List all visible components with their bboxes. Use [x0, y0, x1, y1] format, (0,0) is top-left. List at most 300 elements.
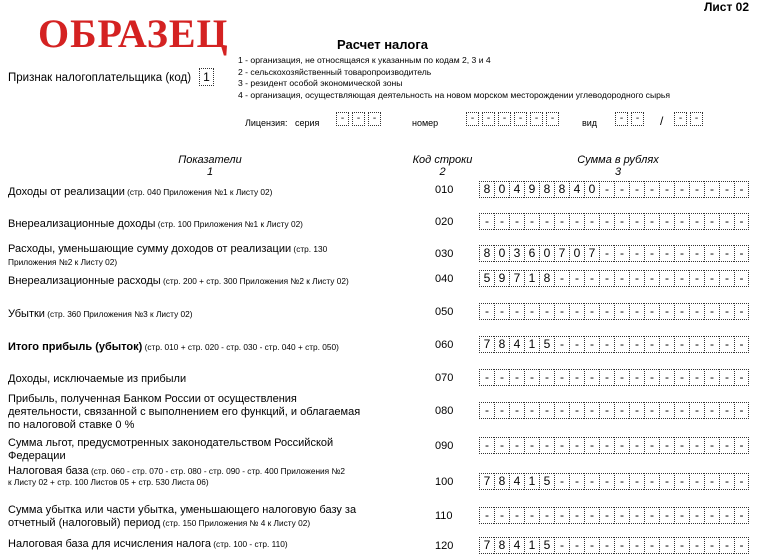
- row-title: Расходы, уменьшающие сумму доходов от реализации: [8, 243, 292, 255]
- amount-cell[interactable]: 5: [539, 473, 554, 490]
- amount-cell[interactable]: -: [644, 245, 659, 262]
- license-number-field[interactable]: [466, 112, 562, 130]
- amount-cell[interactable]: -: [659, 270, 674, 287]
- amount-cell[interactable]: 8: [494, 473, 509, 490]
- amount-cell[interactable]: -: [554, 507, 569, 524]
- amount-cell[interactable]: -: [554, 270, 569, 287]
- amount-cell[interactable]: 8: [554, 181, 569, 198]
- amount-cell[interactable]: -: [719, 437, 734, 454]
- row-label: [8, 437, 368, 463]
- amount-cell[interactable]: -: [599, 369, 614, 386]
- row-note: Приложения №2 к Листу 02): [8, 257, 118, 267]
- amount-cell[interactable]: -: [719, 336, 734, 353]
- row-label: [8, 538, 368, 551]
- amount-cell[interactable]: -: [629, 473, 644, 490]
- row-code: 010: [435, 184, 454, 196]
- amount-cell[interactable]: -: [644, 369, 659, 386]
- license-series-label: серия: [295, 118, 320, 128]
- amount-cell[interactable]: -: [614, 402, 629, 419]
- amount-cell[interactable]: -: [704, 213, 719, 230]
- amount-cell[interactable]: -: [674, 181, 689, 198]
- row-amount-field[interactable]: [479, 402, 749, 420]
- row-code: 060: [435, 339, 454, 351]
- amount-cell[interactable]: -: [524, 437, 539, 454]
- amount-cell[interactable]: -: [524, 402, 539, 419]
- amount-cell[interactable]: -: [494, 507, 509, 524]
- amount-cell[interactable]: 6: [524, 245, 539, 262]
- row-code: 070: [435, 372, 454, 384]
- amount-cell[interactable]: -: [599, 245, 614, 262]
- amount-cell[interactable]: -: [479, 213, 494, 230]
- amount-cell[interactable]: -: [584, 336, 599, 353]
- amount-cell[interactable]: -: [704, 245, 719, 262]
- row-note: (стр. 040 Приложения №1 к Листу 02): [124, 187, 273, 197]
- sheet-number: Лист 02: [703, 0, 749, 14]
- row-label: [8, 275, 368, 288]
- amount-cell[interactable]: -: [719, 245, 734, 262]
- amount-cell[interactable]: -: [734, 537, 749, 554]
- amount-cell[interactable]: -: [584, 537, 599, 554]
- amount-cell[interactable]: -: [599, 473, 614, 490]
- amount-cell[interactable]: -: [719, 303, 734, 320]
- amount-cell[interactable]: -: [659, 402, 674, 419]
- row-title: Сумма льгот, предусмотренных законодательством Российской Федерации: [8, 437, 334, 462]
- amount-cell[interactable]: -: [494, 437, 509, 454]
- license-cell[interactable]: -: [482, 112, 495, 126]
- amount-cell[interactable]: 1: [524, 336, 539, 353]
- amount-cell[interactable]: -: [689, 303, 704, 320]
- amount-cell[interactable]: -: [479, 402, 494, 419]
- row-note: (стр. 150 Приложения № 4 к Листу 02): [160, 518, 311, 528]
- amount-cell[interactable]: -: [704, 270, 719, 287]
- amount-cell[interactable]: -: [554, 336, 569, 353]
- amount-cell[interactable]: -: [644, 402, 659, 419]
- row-title: Внереализационные расходы: [8, 275, 161, 287]
- amount-cell[interactable]: 0: [494, 181, 509, 198]
- amount-cell[interactable]: 8: [494, 336, 509, 353]
- amount-cell[interactable]: -: [539, 369, 554, 386]
- amount-cell[interactable]: 1: [524, 270, 539, 287]
- license-cell[interactable]: -: [546, 112, 559, 126]
- amount-cell[interactable]: -: [734, 473, 749, 490]
- amount-cell[interactable]: -: [704, 537, 719, 554]
- amount-cell[interactable]: -: [599, 181, 614, 198]
- amount-cell[interactable]: -: [719, 181, 734, 198]
- amount-cell[interactable]: -: [584, 402, 599, 419]
- row-code: 080: [435, 405, 454, 417]
- row-title: Налоговая база для исчисления налога: [8, 538, 211, 550]
- amount-cell[interactable]: -: [704, 369, 719, 386]
- amount-cell[interactable]: -: [674, 537, 689, 554]
- amount-cell[interactable]: -: [719, 402, 734, 419]
- license-cell[interactable]: -: [530, 112, 543, 126]
- amount-cell[interactable]: 5: [479, 270, 494, 287]
- legend-item: 3 - резидент особой экономической зоны: [238, 78, 403, 88]
- license-cell[interactable]: -: [466, 112, 479, 126]
- amount-cell[interactable]: -: [614, 369, 629, 386]
- amount-cell[interactable]: -: [599, 507, 614, 524]
- amount-cell[interactable]: 5: [539, 537, 554, 554]
- amount-cell[interactable]: 8: [539, 181, 554, 198]
- amount-cell[interactable]: -: [599, 336, 614, 353]
- amount-cell[interactable]: -: [674, 437, 689, 454]
- amount-cell[interactable]: -: [734, 507, 749, 524]
- amount-cell[interactable]: -: [584, 507, 599, 524]
- row-title: Убытки: [8, 308, 45, 320]
- amount-cell[interactable]: -: [614, 507, 629, 524]
- row-amount-field[interactable]: [479, 336, 749, 354]
- amount-cell[interactable]: -: [734, 402, 749, 419]
- amount-cell[interactable]: -: [614, 181, 629, 198]
- row-amount-field[interactable]: [479, 437, 749, 455]
- amount-cell[interactable]: -: [599, 402, 614, 419]
- legend-item: 1 - организация, не относящаяся к указанным по кодам 2, 3 и 4: [238, 55, 491, 65]
- amount-cell[interactable]: 4: [569, 181, 584, 198]
- amount-cell[interactable]: -: [734, 369, 749, 386]
- amount-cell[interactable]: -: [509, 507, 524, 524]
- amount-cell[interactable]: -: [569, 303, 584, 320]
- amount-cell[interactable]: -: [629, 213, 644, 230]
- amount-cell[interactable]: -: [569, 473, 584, 490]
- amount-cell[interactable]: -: [719, 369, 734, 386]
- amount-cell[interactable]: -: [614, 537, 629, 554]
- amount-cell[interactable]: -: [479, 507, 494, 524]
- amount-cell[interactable]: -: [509, 213, 524, 230]
- amount-cell[interactable]: 0: [494, 245, 509, 262]
- amount-cell[interactable]: -: [644, 181, 659, 198]
- amount-cell[interactable]: 1: [524, 473, 539, 490]
- amount-cell[interactable]: -: [689, 369, 704, 386]
- amount-cell[interactable]: -: [674, 336, 689, 353]
- license-slash: /: [660, 114, 664, 128]
- row-amount-field[interactable]: [479, 213, 749, 231]
- amount-cell[interactable]: -: [479, 369, 494, 386]
- header-indicators: Показатели 1: [178, 154, 242, 178]
- amount-cell[interactable]: 1: [524, 537, 539, 554]
- amount-cell[interactable]: 4: [509, 336, 524, 353]
- row-code: 040: [435, 273, 454, 285]
- amount-cell[interactable]: -: [569, 270, 584, 287]
- amount-cell[interactable]: -: [539, 213, 554, 230]
- amount-cell[interactable]: -: [569, 507, 584, 524]
- amount-cell[interactable]: -: [659, 537, 674, 554]
- amount-cell[interactable]: -: [614, 473, 629, 490]
- amount-cell[interactable]: -: [734, 437, 749, 454]
- amount-cell[interactable]: -: [734, 336, 749, 353]
- amount-cell[interactable]: -: [509, 303, 524, 320]
- amount-cell[interactable]: -: [674, 369, 689, 386]
- amount-cell[interactable]: -: [689, 473, 704, 490]
- license-cell[interactable]: -: [690, 112, 703, 126]
- amount-cell[interactable]: -: [554, 303, 569, 320]
- license-kind-label: вид: [582, 118, 598, 128]
- row-label: [8, 373, 368, 386]
- row-title: Итого прибыль (убыток): [8, 341, 143, 353]
- amount-cell[interactable]: 4: [509, 181, 524, 198]
- amount-cell[interactable]: -: [629, 537, 644, 554]
- header-code: Код строки 2: [412, 154, 473, 178]
- amount-cell[interactable]: -: [584, 303, 599, 320]
- row-amount-field[interactable]: [479, 537, 749, 555]
- row-title: Внереализационные доходы: [8, 218, 156, 230]
- amount-cell[interactable]: -: [629, 369, 644, 386]
- row-amount-field[interactable]: [479, 507, 749, 525]
- amount-cell[interactable]: -: [674, 402, 689, 419]
- license-cell[interactable]: -: [336, 112, 349, 126]
- amount-cell[interactable]: -: [674, 213, 689, 230]
- amount-cell[interactable]: -: [539, 437, 554, 454]
- amount-cell[interactable]: 3: [509, 245, 524, 262]
- amount-cell[interactable]: -: [524, 303, 539, 320]
- amount-cell[interactable]: 7: [509, 270, 524, 287]
- amount-cell[interactable]: -: [524, 507, 539, 524]
- amount-cell[interactable]: -: [584, 473, 599, 490]
- amount-cell[interactable]: 9: [494, 270, 509, 287]
- taxpayer-sign-label: Признак налогоплательщика (код): [8, 72, 192, 84]
- amount-cell[interactable]: -: [689, 437, 704, 454]
- license-cell[interactable]: -: [615, 112, 628, 126]
- row-amount-field[interactable]: [479, 245, 749, 263]
- row-title: Доходы, исключаемые из прибыли: [8, 373, 187, 385]
- amount-cell[interactable]: 7: [554, 245, 569, 262]
- license-cell[interactable]: -: [514, 112, 527, 126]
- row-note: (стр. 130: [291, 244, 328, 254]
- amount-cell[interactable]: -: [659, 181, 674, 198]
- amount-cell[interactable]: -: [659, 369, 674, 386]
- amount-cell[interactable]: 0: [584, 181, 599, 198]
- row-code: 100: [435, 476, 454, 488]
- amount-cell[interactable]: -: [674, 473, 689, 490]
- amount-cell[interactable]: -: [689, 336, 704, 353]
- row-note: (стр. 060 - стр. 070 - стр. 080 - стр. 090 - стр. 400 Приложения №2: [88, 466, 345, 476]
- row-note: (стр. 360 Приложения №3 к Листу 02): [44, 309, 193, 319]
- amount-cell[interactable]: -: [659, 245, 674, 262]
- amount-cell[interactable]: -: [479, 437, 494, 454]
- amount-cell[interactable]: 0: [539, 245, 554, 262]
- amount-cell[interactable]: -: [674, 245, 689, 262]
- amount-cell[interactable]: -: [554, 213, 569, 230]
- row-note: (стр. 200 + стр. 300 Приложения №2 к Листу 02): [160, 276, 349, 286]
- amount-cell[interactable]: -: [644, 303, 659, 320]
- amount-cell[interactable]: -: [674, 507, 689, 524]
- amount-cell[interactable]: -: [629, 303, 644, 320]
- amount-cell[interactable]: -: [629, 270, 644, 287]
- amount-cell[interactable]: -: [689, 213, 704, 230]
- amount-cell[interactable]: 8: [479, 245, 494, 262]
- license-cell[interactable]: -: [352, 112, 365, 126]
- amount-cell[interactable]: -: [569, 437, 584, 454]
- amount-cell[interactable]: -: [734, 181, 749, 198]
- amount-cell[interactable]: -: [674, 270, 689, 287]
- amount-cell[interactable]: -: [629, 437, 644, 454]
- amount-cell[interactable]: -: [644, 437, 659, 454]
- amount-cell[interactable]: -: [569, 402, 584, 419]
- row-title: Налоговая база: [8, 465, 89, 477]
- amount-cell[interactable]: -: [704, 181, 719, 198]
- amount-cell[interactable]: -: [674, 303, 689, 320]
- row-label: [8, 466, 368, 488]
- amount-cell[interactable]: 7: [479, 537, 494, 554]
- amount-cell[interactable]: -: [509, 402, 524, 419]
- amount-cell[interactable]: -: [509, 369, 524, 386]
- amount-cell[interactable]: -: [704, 437, 719, 454]
- legend-item: 2 - сельскохозяйственный товаропроизводитель: [238, 66, 432, 77]
- amount-cell[interactable]: -: [614, 437, 629, 454]
- amount-cell[interactable]: -: [494, 369, 509, 386]
- amount-cell[interactable]: -: [584, 213, 599, 230]
- amount-cell[interactable]: -: [719, 213, 734, 230]
- amount-cell[interactable]: -: [644, 213, 659, 230]
- row-code: 110: [435, 510, 453, 522]
- amount-cell[interactable]: -: [614, 336, 629, 353]
- amount-cell[interactable]: 4: [509, 537, 524, 554]
- row-amount-field[interactable]: [479, 181, 749, 199]
- amount-cell[interactable]: -: [569, 336, 584, 353]
- amount-cell[interactable]: -: [554, 437, 569, 454]
- license-kind-field[interactable]: [615, 112, 647, 130]
- amount-cell[interactable]: -: [689, 270, 704, 287]
- license-series-field[interactable]: [336, 112, 384, 130]
- amount-cell[interactable]: 8: [539, 270, 554, 287]
- amount-cell[interactable]: -: [704, 473, 719, 490]
- amount-cell[interactable]: -: [524, 213, 539, 230]
- amount-cell[interactable]: -: [479, 303, 494, 320]
- amount-cell[interactable]: -: [644, 473, 659, 490]
- amount-cell[interactable]: -: [734, 213, 749, 230]
- amount-cell[interactable]: -: [614, 213, 629, 230]
- amount-cell[interactable]: -: [719, 507, 734, 524]
- amount-cell[interactable]: -: [539, 507, 554, 524]
- amount-cell[interactable]: 7: [584, 245, 599, 262]
- amount-cell[interactable]: -: [599, 437, 614, 454]
- amount-cell[interactable]: -: [584, 369, 599, 386]
- row-label: [8, 243, 368, 269]
- amount-cell[interactable]: -: [554, 537, 569, 554]
- taxpayer-sign-cell[interactable]: 1: [199, 68, 214, 86]
- row-code: 030: [435, 248, 454, 260]
- amount-cell[interactable]: -: [704, 507, 719, 524]
- amount-cell[interactable]: -: [734, 245, 749, 262]
- license-cell[interactable]: -: [368, 112, 381, 126]
- amount-cell[interactable]: -: [689, 537, 704, 554]
- amount-cell[interactable]: -: [644, 507, 659, 524]
- amount-cell[interactable]: -: [569, 537, 584, 554]
- license-cell[interactable]: -: [631, 112, 644, 126]
- row-label: [8, 504, 368, 530]
- license-number-label: номер: [412, 118, 439, 128]
- row-amount-field[interactable]: [479, 369, 749, 387]
- amount-cell[interactable]: -: [719, 473, 734, 490]
- amount-cell[interactable]: -: [704, 336, 719, 353]
- form-title: Расчет налога: [337, 37, 428, 52]
- row-amount-field[interactable]: [479, 473, 749, 491]
- amount-cell[interactable]: -: [599, 303, 614, 320]
- row-label: [8, 393, 368, 432]
- amount-cell[interactable]: -: [629, 507, 644, 524]
- amount-cell[interactable]: -: [644, 270, 659, 287]
- amount-cell[interactable]: -: [734, 270, 749, 287]
- amount-cell[interactable]: -: [554, 402, 569, 419]
- amount-cell[interactable]: -: [659, 473, 674, 490]
- amount-cell[interactable]: -: [584, 270, 599, 287]
- amount-cell[interactable]: -: [599, 270, 614, 287]
- amount-cell[interactable]: 8: [479, 181, 494, 198]
- license-cell[interactable]: -: [674, 112, 687, 126]
- row-title: Доходы от реализации: [8, 186, 125, 198]
- amount-cell[interactable]: 5: [539, 336, 554, 353]
- amount-cell[interactable]: -: [659, 213, 674, 230]
- amount-cell[interactable]: 7: [479, 336, 494, 353]
- amount-cell[interactable]: 4: [509, 473, 524, 490]
- amount-cell[interactable]: -: [554, 369, 569, 386]
- amount-cell[interactable]: -: [689, 245, 704, 262]
- taxpayer-code-legend: [238, 55, 670, 101]
- amount-cell[interactable]: -: [629, 402, 644, 419]
- amount-cell[interactable]: -: [539, 303, 554, 320]
- amount-cell[interactable]: -: [644, 537, 659, 554]
- amount-cell[interactable]: -: [569, 213, 584, 230]
- amount-cell[interactable]: 0: [569, 245, 584, 262]
- license-label: Лицензия:: [245, 118, 288, 128]
- amount-cell[interactable]: -: [704, 303, 719, 320]
- amount-cell[interactable]: -: [599, 213, 614, 230]
- taxpayer-sign-field[interactable]: [199, 68, 217, 86]
- amount-cell[interactable]: -: [734, 303, 749, 320]
- amount-cell[interactable]: -: [509, 437, 524, 454]
- row-amount-field[interactable]: [479, 303, 749, 321]
- amount-cell[interactable]: 8: [494, 537, 509, 554]
- amount-cell[interactable]: -: [659, 437, 674, 454]
- row-note: к Листу 02 + стр. 100 Листов 05 + стр. 530 Листа 06): [8, 477, 209, 487]
- amount-cell[interactable]: -: [494, 402, 509, 419]
- row-code: 120: [435, 540, 454, 552]
- amount-cell[interactable]: -: [629, 181, 644, 198]
- amount-cell[interactable]: -: [569, 369, 584, 386]
- amount-cell[interactable]: -: [659, 336, 674, 353]
- amount-cell[interactable]: -: [704, 402, 719, 419]
- amount-cell[interactable]: -: [689, 507, 704, 524]
- license-kind-field-2[interactable]: [674, 112, 706, 130]
- amount-cell[interactable]: -: [659, 303, 674, 320]
- amount-cell[interactable]: -: [584, 437, 599, 454]
- amount-cell[interactable]: -: [614, 270, 629, 287]
- amount-cell[interactable]: -: [614, 245, 629, 262]
- amount-cell[interactable]: -: [719, 270, 734, 287]
- amount-cell[interactable]: -: [659, 507, 674, 524]
- row-amount-field[interactable]: [479, 270, 749, 288]
- legend-item: 4 - организация, осуществляющая деятельность на новом морском месторождении углеводородного сырья: [238, 89, 671, 100]
- amount-cell[interactable]: -: [629, 336, 644, 353]
- license-cell[interactable]: -: [498, 112, 511, 126]
- amount-cell[interactable]: -: [554, 473, 569, 490]
- row-note: (стр. 010 + стр. 020 - стр. 030 - стр. 040 + стр. 050): [142, 342, 339, 352]
- amount-cell[interactable]: -: [524, 369, 539, 386]
- amount-cell[interactable]: -: [644, 336, 659, 353]
- amount-cell[interactable]: -: [494, 303, 509, 320]
- amount-cell[interactable]: -: [599, 537, 614, 554]
- sample-stamp: ОБРАЗЕЦ: [38, 11, 229, 56]
- amount-cell[interactable]: -: [719, 537, 734, 554]
- amount-cell[interactable]: -: [689, 402, 704, 419]
- amount-cell[interactable]: -: [689, 181, 704, 198]
- amount-cell[interactable]: 9: [524, 181, 539, 198]
- amount-cell[interactable]: -: [614, 303, 629, 320]
- row-note: (стр. 100 - стр. 110): [210, 539, 288, 549]
- amount-cell[interactable]: -: [629, 245, 644, 262]
- amount-cell[interactable]: -: [494, 213, 509, 230]
- amount-cell[interactable]: 7: [479, 473, 494, 490]
- amount-cell[interactable]: -: [539, 402, 554, 419]
